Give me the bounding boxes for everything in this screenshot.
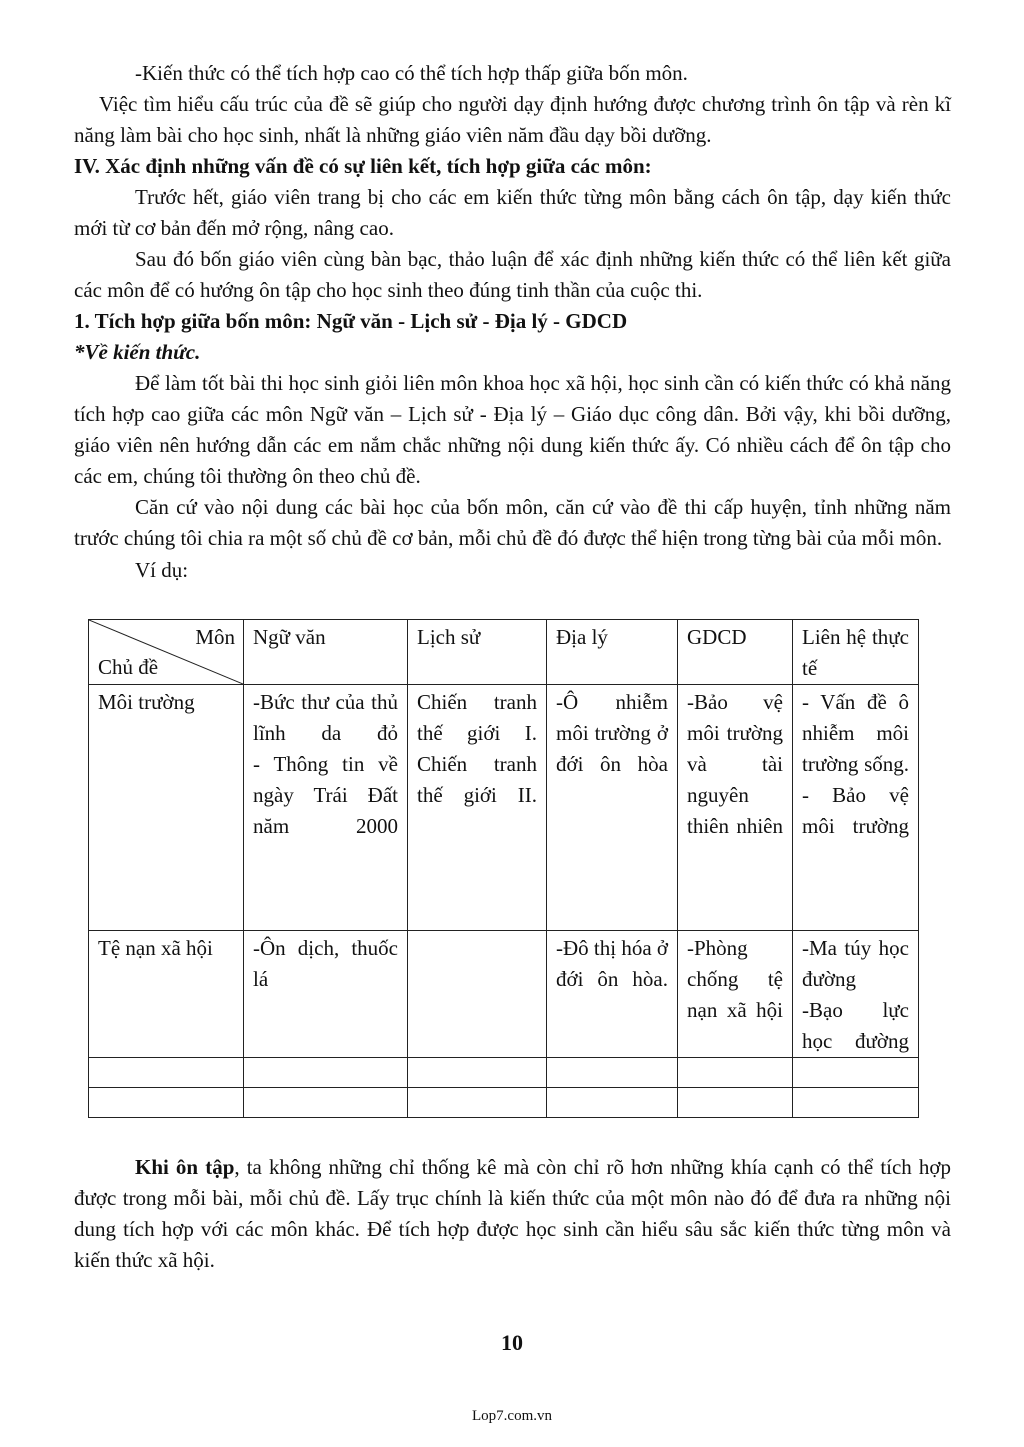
- cell-line: -Bạo lực học đường: [802, 998, 909, 1053]
- cell-dia-ly: [547, 685, 678, 931]
- cell-thuc-te: [793, 685, 919, 931]
- col-header-thuc-te: Liên hệ thực tế: [793, 620, 919, 685]
- cell-lich-su: [408, 931, 547, 1058]
- footer-source: Lop7.com.vn: [472, 1408, 552, 1424]
- page-number: 10: [501, 1330, 523, 1355]
- corner-subject-label: Môn: [195, 625, 235, 649]
- cell-line: -Đô thị hóa ở đới ôn hòa.: [556, 936, 669, 991]
- cell-line: -Phòng chống tệ nạn xã hội: [687, 936, 783, 1022]
- heading-1: 1. Tích hợp giữa bốn môn: Ngữ văn - Lịch sử - Địa lý - GDCD: [74, 309, 628, 333]
- cell-line: - Thông tin về ngày Trái Đất năm 2000: [253, 752, 398, 838]
- cell-ngu-van: [244, 931, 408, 1058]
- example-label: Ví dụ:: [135, 558, 189, 582]
- cell-line: Chiến tranh thế giới I.: [417, 690, 537, 745]
- bold-lead: Khi ôn tập: [135, 1155, 235, 1179]
- topic-cell: Tệ nạn xã hội: [89, 931, 244, 1058]
- topic-cell: Môi trường: [89, 685, 244, 931]
- paragraph-5: Để làm tốt bài thi học sinh giỏi liên môn khoa học xã hội, học sinh cần có kiến thức có khả năng tích hợp cao giữa các môn Ngữ văn – Lịch sử - Địa lý – Giáo dục công dân. Bởi vậy, khi bồi dưỡng, giáo viên nên hướng dẫn các em nắm chắc những nội dung kiến thức ấy. Có nhiều cách để ôn tập cho các em, chúng tôi thường ôn theo chủ đề.: [74, 371, 951, 488]
- cell-line: - Vấn đề ô nhiễm môi trường sống.: [802, 690, 909, 776]
- paragraph-2: Việc tìm hiểu cấu trúc của đề sẽ giúp cho người dạy định hướng được chương trình ôn tập và rèn kĩ năng làm bài cho học sinh, nhất là những giáo viên năm đầu dạy bồi dưỡng.: [74, 92, 951, 147]
- cell-gdcd: [678, 685, 793, 931]
- closing-paragraph: [74, 1152, 951, 1276]
- paragraph-6: Căn cứ vào nội dung các bài học của bốn môn, căn cứ vào đề thi cấp huyện, tỉnh những năm trước chúng tôi chia ra một số chủ đề cơ bản, mỗi chủ đề đó được thể hiện trong từng bài của mỗi môn.: [74, 495, 951, 550]
- cell-line: -Ma túy học đường: [802, 936, 909, 991]
- cell-dia-ly: [547, 931, 678, 1058]
- empty-row: [89, 1058, 919, 1088]
- cell-line: - Bảo vệ môi trường: [802, 783, 909, 838]
- table-row: [89, 685, 919, 931]
- subheading-knowledge: *Về kiến thức.: [74, 340, 201, 364]
- cell-gdcd: [678, 931, 793, 1058]
- paragraph-1: -Kiến thức có thể tích hợp cao có thể tích hợp thấp giữa bốn môn.: [135, 61, 688, 85]
- cell-line: -Ô nhiễm môi trường ở đới ôn hòa: [556, 690, 668, 776]
- table-header-row: [89, 620, 919, 685]
- paragraph-4: Sau đó bốn giáo viên cùng bàn bạc, thảo luận để xác định những kiến thức có thể liên kết giữa các môn để có hướng ôn tập cho học sinh theo đúng tinh thần của cuộc thi.: [74, 247, 951, 302]
- paragraph-3: Trước hết, giáo viên trang bị cho các em kiến thức từng môn bằng cách ôn tập, dạy kiến thức mới từ cơ bản đến mở rộng, nâng cao.: [74, 185, 951, 240]
- corner-topic-label: Chủ đề: [98, 655, 159, 679]
- topic-table: [88, 619, 919, 1118]
- cell-line: -Ôn dịch, thuốc lá: [253, 936, 398, 991]
- cell-line: -Bảo vệ môi trường và tài nguyên thiên nhiên: [687, 690, 783, 838]
- col-header-lich-su: Lịch sử: [408, 620, 547, 685]
- empty-row: [89, 1088, 919, 1118]
- col-header-dia-ly: Địa lý: [547, 620, 678, 685]
- closing-text: , ta không những chỉ thống kê mà còn chỉ rõ hơn những khía cạnh có thể tích hợp được trong mỗi bài, mỗi chủ đề. Lấy trục chính là kiến thức của một môn nào đó để đưa ra những nội dung tích hợp với các môn khác. Để tích hợp được học sinh cần hiểu sâu sắc kiến thức từng môn và kiến thức xã hội.: [74, 1155, 951, 1272]
- cell-thuc-te: [793, 931, 919, 1058]
- cell-line: -Bức thư của thủ lĩnh da đỏ: [253, 690, 398, 745]
- corner-cell: [89, 620, 244, 685]
- document-body: [74, 58, 951, 586]
- cell-line: Chiến tranh thế giới II.: [417, 752, 537, 807]
- col-header-gdcd: GDCD: [678, 620, 793, 685]
- col-header-ngu-van: Ngữ văn: [244, 620, 408, 685]
- heading-iv: IV. Xác định những vấn đề có sự liên kết, tích hợp giữa các môn:: [74, 154, 652, 178]
- cell-lich-su: [408, 685, 547, 931]
- cell-ngu-van: [244, 685, 408, 931]
- table-row: [89, 931, 919, 1058]
